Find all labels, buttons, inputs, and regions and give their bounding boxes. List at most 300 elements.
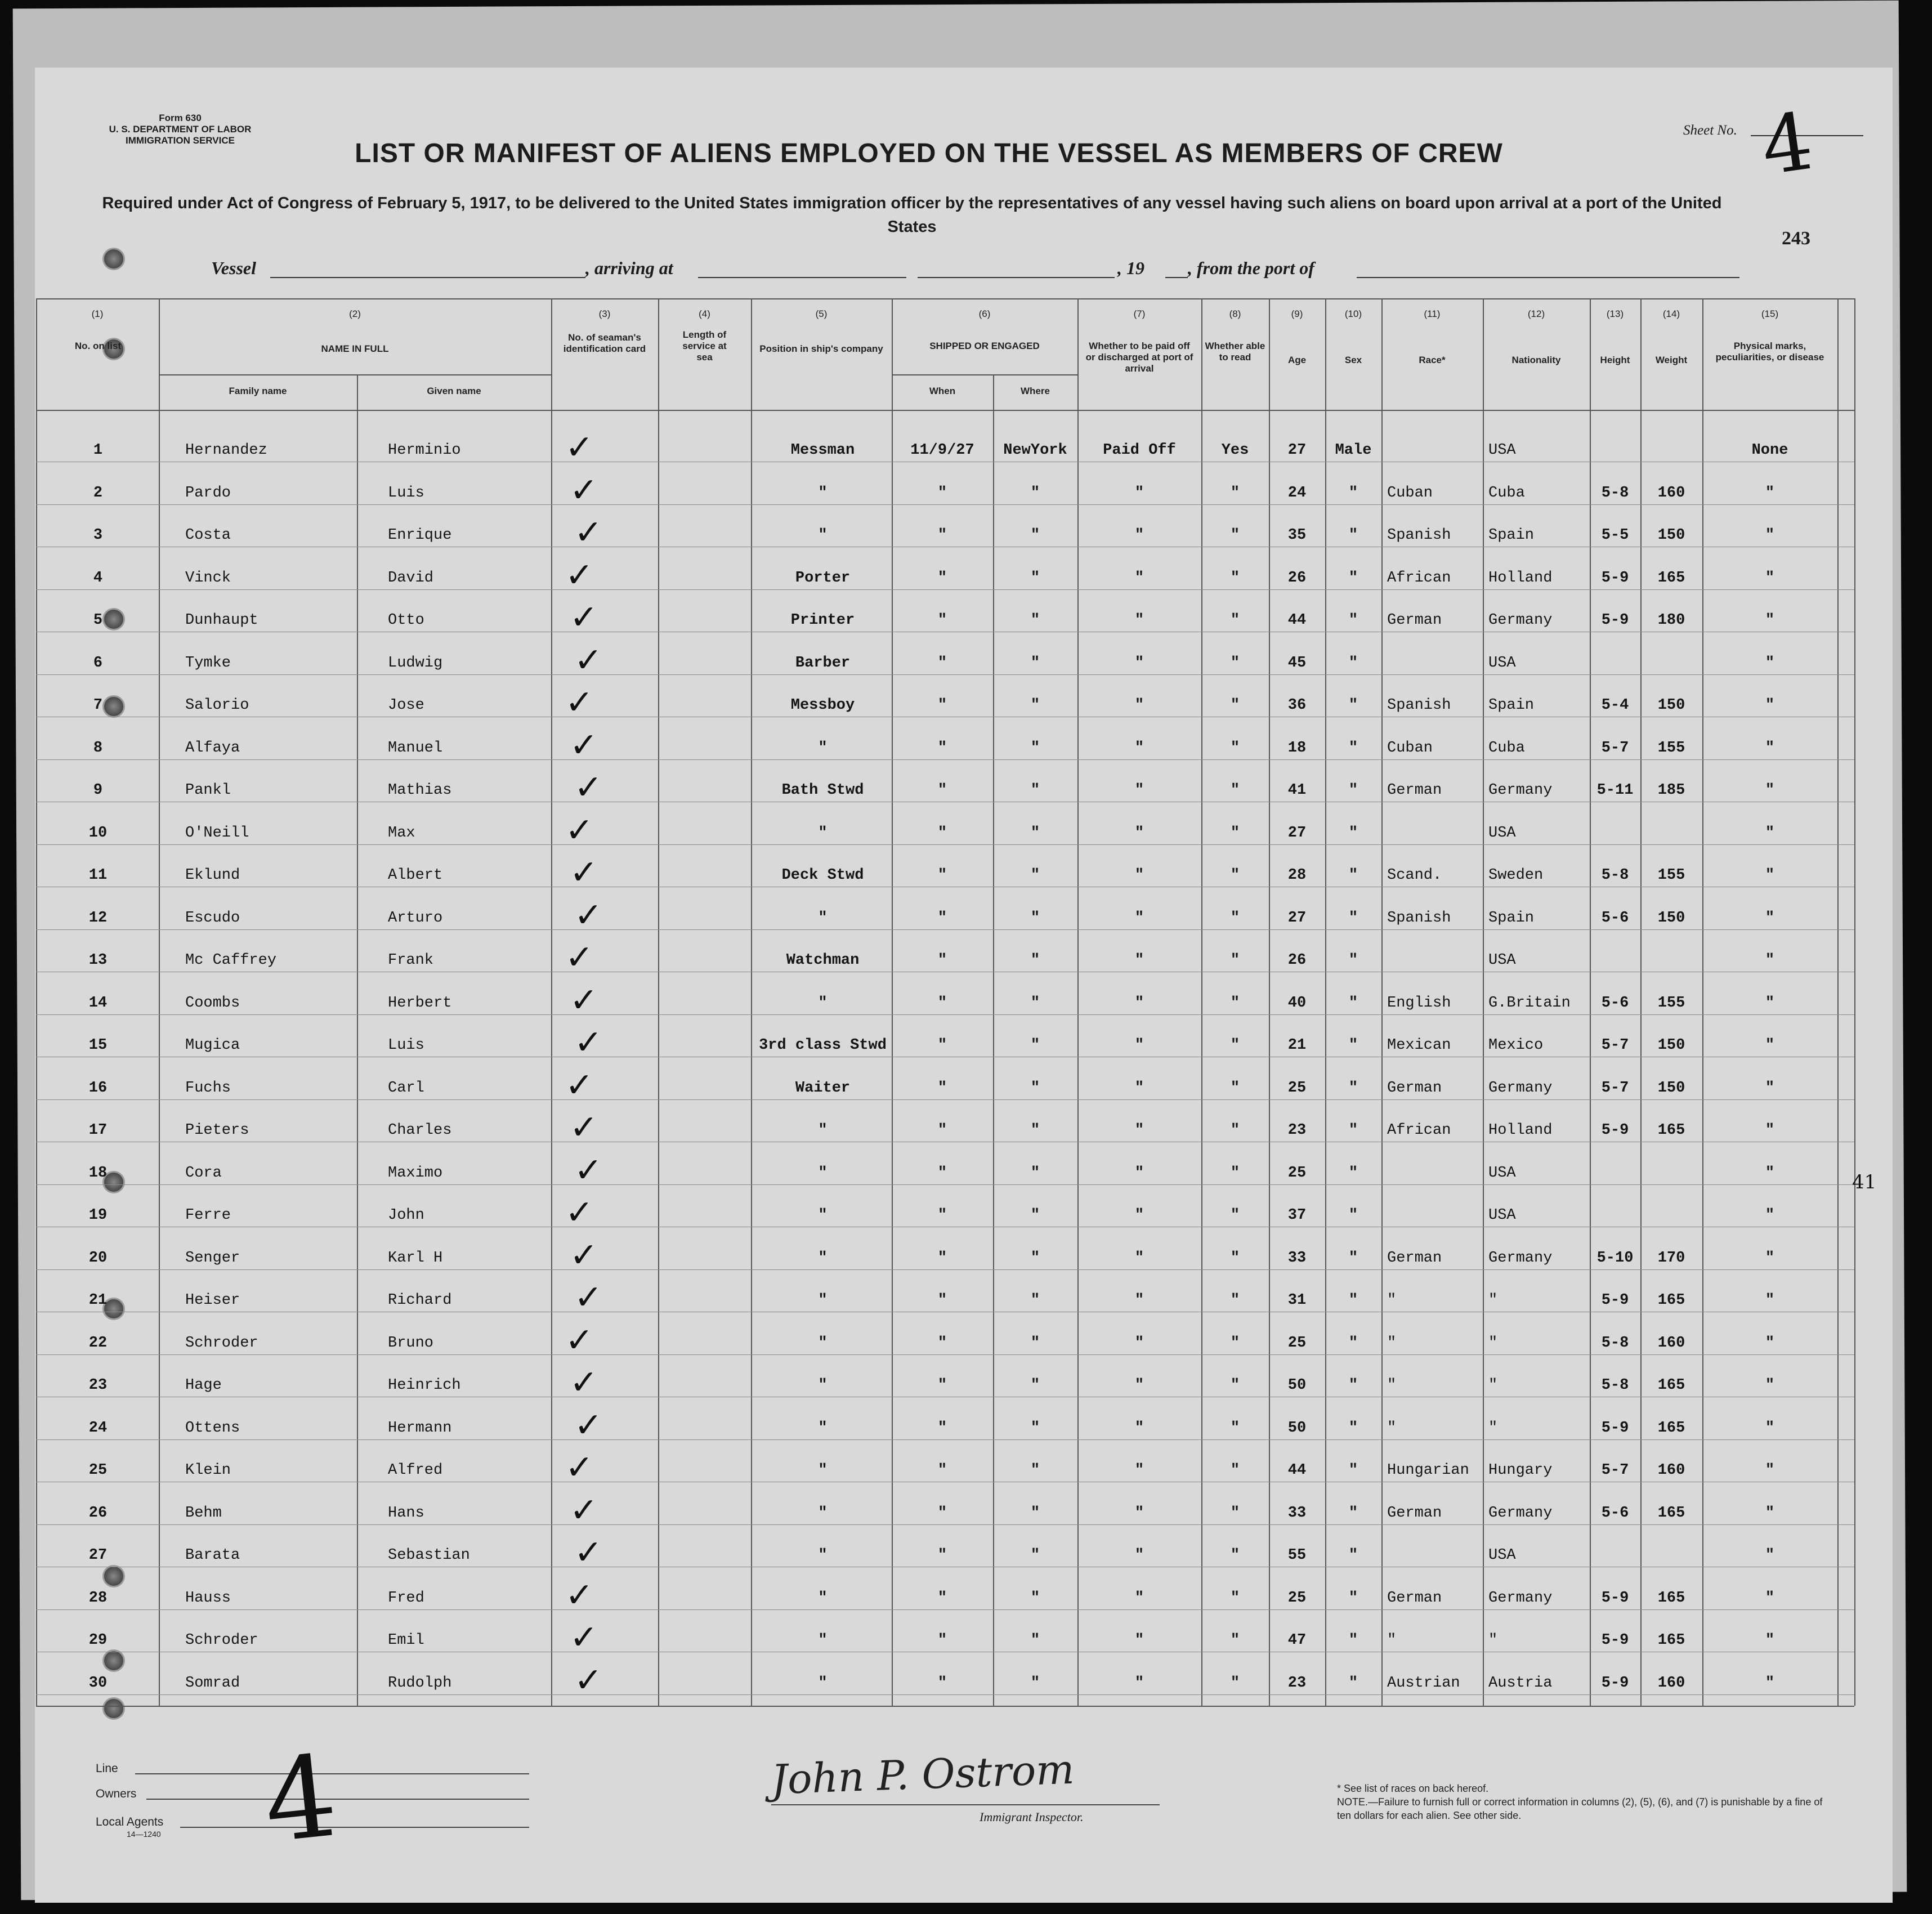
cell-weight [1640, 949, 1702, 972]
cell-where: " [1030, 867, 1040, 884]
cell-weight: 150 [1657, 697, 1685, 714]
table-rule [357, 374, 358, 1706]
cell-race: " [1387, 1292, 1397, 1309]
cell-paid-off: " [1134, 527, 1144, 544]
cell-height: 5-9 [1601, 1122, 1629, 1139]
cell-sex: " [1348, 1249, 1358, 1267]
cell-physical-marks: " [1765, 1419, 1775, 1437]
local-agents-field [180, 1827, 529, 1828]
cell-family-name: Fuchs [185, 1079, 231, 1097]
cell-age: 44 [1287, 612, 1307, 629]
cell-when: " [937, 654, 947, 672]
cell-where: " [1030, 1632, 1040, 1649]
cell-family-name: O'Neill [185, 824, 249, 842]
cell-sex: " [1348, 824, 1358, 842]
cell-read: " [1230, 1334, 1240, 1352]
cell-weight: 150 [1657, 1079, 1685, 1097]
cell-no: 7 [93, 697, 103, 714]
cell-given-name: Albert [388, 867, 443, 884]
cell-read: " [1230, 1547, 1240, 1564]
cell-sex: " [1348, 952, 1358, 969]
table-rule [551, 298, 552, 1706]
cell-sex: " [1348, 1462, 1358, 1479]
cell-when: " [937, 697, 947, 714]
cell-age: 41 [1287, 782, 1307, 799]
cell-age: 40 [1287, 994, 1307, 1012]
cell-family-name: Alfaya [185, 739, 240, 757]
checkmark-icon: ✓ [570, 1618, 598, 1657]
cell-weight: 160 [1657, 1462, 1685, 1479]
cell-when: " [937, 1122, 947, 1139]
cell-where: " [1030, 1419, 1040, 1437]
cell-when: " [937, 1547, 947, 1564]
cell-sex: " [1348, 1589, 1358, 1607]
cell-age: 21 [1287, 1037, 1307, 1054]
cell-physical-marks: " [1765, 909, 1775, 927]
col-num: (15) [1761, 308, 1779, 319]
cell-weight: 185 [1657, 782, 1685, 799]
cell-no: 21 [88, 1292, 108, 1309]
cell-nationality: Germany [1488, 1589, 1553, 1607]
cell-read: " [1230, 697, 1240, 714]
checkmark-icon: ✓ [570, 980, 598, 1020]
checkmark-icon: ✓ [570, 1235, 598, 1275]
cell-family-name: Cora [185, 1164, 222, 1182]
cell-paid-off: " [1134, 1547, 1144, 1564]
cell-where: " [1030, 1377, 1040, 1394]
cell-nationality: USA [1488, 1164, 1516, 1182]
col-num: (10) [1344, 308, 1362, 319]
cell-no: 18 [88, 1164, 108, 1182]
cell-read: " [1230, 1632, 1240, 1649]
cell-position: " [818, 1292, 828, 1309]
col-num: (4) [699, 308, 710, 319]
col-num: (1) [91, 308, 104, 319]
cell-race [1387, 1204, 1483, 1227]
cell-when: " [937, 1249, 947, 1267]
cell-paid-off: " [1134, 1079, 1144, 1097]
cell-height: 5-9 [1601, 1632, 1629, 1649]
checkmark-icon: ✓ [574, 895, 603, 935]
cell-paid-off: " [1134, 994, 1144, 1012]
cell-physical-marks: " [1765, 1504, 1775, 1522]
cell-paid-off: " [1134, 909, 1144, 927]
cell-paid-off: " [1134, 1037, 1144, 1054]
cell-given-name: Alfred [388, 1462, 443, 1479]
cell-paid-off: " [1134, 739, 1144, 757]
cell-height [1590, 1544, 1640, 1567]
cell-weight: 165 [1657, 1632, 1685, 1649]
arriving-at-label: , arriving at [585, 258, 673, 278]
cell-where: " [1030, 909, 1040, 927]
cell-physical-marks: " [1765, 739, 1775, 757]
cell-family-name: Salorio [185, 697, 249, 714]
cell-where: NewYork [1003, 442, 1067, 459]
cell-when: " [937, 1207, 947, 1224]
row-rule [36, 1694, 1854, 1695]
cell-nationality: Holland [1488, 1122, 1553, 1139]
form-code: 14—1240 [127, 1830, 161, 1839]
col-header-sex: Sex [1344, 355, 1362, 365]
cell-family-name: Pieters [185, 1122, 249, 1139]
cell-physical-marks: " [1765, 569, 1775, 587]
cell-sex: " [1348, 697, 1358, 714]
col-header-weight: Weight [1655, 355, 1688, 365]
cell-when: " [937, 1589, 947, 1607]
cell-given-name: Bruno [388, 1334, 434, 1352]
cell-when: " [937, 909, 947, 927]
cell-when: " [937, 782, 947, 799]
cell-height: 5-7 [1601, 739, 1629, 757]
cell-nationality: USA [1488, 952, 1516, 969]
cell-height: 5-4 [1601, 697, 1629, 714]
cell-nationality: USA [1488, 442, 1516, 459]
cell-given-name: Emil [388, 1632, 424, 1649]
cell-weight: 170 [1657, 1249, 1685, 1267]
cell-sex: " [1348, 1419, 1358, 1437]
table-rule [36, 298, 37, 1706]
col-header-paid-off: Whether to be paid off or discharged at port of arrival [1085, 341, 1193, 374]
cell-position: " [818, 1164, 828, 1182]
checkmark-icon: ✓ [574, 513, 603, 552]
cell-position: Messboy [790, 697, 855, 714]
cell-physical-marks: " [1765, 1122, 1775, 1139]
cell-age: 35 [1287, 527, 1307, 544]
cell-paid-off: " [1134, 1207, 1144, 1224]
penalty-note: NOTE.—Failure to furnish full or correct information in columns (2), (5), (6), and (7) is punishable by a fine of ten dollars for each alien. See other side. [1337, 1796, 1823, 1821]
col-header-physical-marks: Physical marks, peculiarities, or disease [1715, 341, 1824, 363]
sheet-no-label: Sheet No. [1683, 123, 1737, 138]
cell-read: " [1230, 1079, 1240, 1097]
col-num: (14) [1662, 308, 1680, 319]
cell-physical-marks: " [1765, 1079, 1775, 1097]
table-rule [36, 410, 1854, 411]
cell-no: 10 [88, 824, 108, 842]
row-rule [36, 674, 1854, 675]
cell-when: " [937, 1419, 947, 1437]
cell-nationality: USA [1488, 1207, 1516, 1224]
owners-label: Owners [96, 1787, 137, 1800]
cell-given-name: Herminio [388, 442, 461, 459]
cell-paid-off: " [1134, 1292, 1144, 1309]
cell-race: " [1387, 1419, 1397, 1437]
cell-physical-marks: " [1765, 1674, 1775, 1692]
cell-weight: 160 [1657, 1674, 1685, 1692]
form-number: Form 630 [159, 113, 202, 123]
cell-where: " [1030, 1292, 1040, 1309]
inspector-signature: John P. Ostrom [770, 1745, 1075, 1804]
cell-physical-marks: " [1765, 1547, 1775, 1564]
cell-nationality: Sweden [1488, 867, 1544, 884]
cell-sex: " [1348, 1079, 1358, 1097]
cell-position: Bath Stwd [781, 782, 864, 799]
cell-sex: " [1348, 1334, 1358, 1352]
cell-position: Waiter [795, 1079, 851, 1097]
cell-sex: " [1348, 1504, 1358, 1522]
cell-height: 5-7 [1601, 1462, 1629, 1479]
col-header-race: Race* [1419, 355, 1446, 365]
checkmark-icon: ✓ [565, 683, 594, 722]
cell-position: " [818, 1334, 828, 1352]
cell-weight: 165 [1657, 569, 1685, 587]
cell-sex: " [1348, 612, 1358, 629]
cell-paid-off: " [1134, 1249, 1144, 1267]
cell-where: " [1030, 1462, 1040, 1479]
cell-sex: " [1348, 909, 1358, 927]
cell-read: " [1230, 739, 1240, 757]
cell-when: 11/9/27 [910, 442, 974, 459]
cell-given-name: Luis [388, 1037, 424, 1054]
cell-height: 5-5 [1601, 527, 1629, 544]
cell-family-name: Klein [185, 1462, 231, 1479]
cell-position: " [818, 1462, 828, 1479]
row-rule [36, 1439, 1854, 1440]
cell-weight [1640, 439, 1702, 462]
cell-given-name: Mathias [388, 782, 452, 799]
cell-given-name: Luis [388, 484, 424, 502]
cell-physical-marks: " [1765, 1334, 1775, 1352]
cell-no: 25 [88, 1462, 108, 1479]
cell-given-name: John [388, 1207, 424, 1224]
cell-given-name: Manuel [388, 739, 443, 757]
cell-race: Hungarian [1387, 1462, 1469, 1479]
cell-nationality: Germany [1488, 1079, 1553, 1097]
cell-age: 50 [1287, 1377, 1307, 1394]
cell-where: " [1030, 994, 1040, 1012]
table-rule [159, 298, 160, 1706]
cell-when: " [937, 739, 947, 757]
cell-when: " [937, 1292, 947, 1309]
row-rule [36, 1099, 1854, 1100]
table-rule [36, 1706, 1854, 1707]
cell-no: 4 [93, 569, 103, 587]
cell-height: 5-7 [1601, 1037, 1629, 1054]
table-rule [36, 298, 1854, 299]
cell-family-name: Tymke [185, 654, 231, 672]
cell-family-name: Somrad [185, 1674, 240, 1692]
cell-age: 27 [1287, 824, 1307, 842]
cell-paid-off: " [1134, 824, 1144, 842]
cell-paid-off: " [1134, 697, 1144, 714]
cell-given-name: Charles [388, 1122, 452, 1139]
cell-paid-off: " [1134, 867, 1144, 884]
col-header-when: When [929, 386, 956, 396]
checkmark-icon: ✓ [565, 1575, 594, 1615]
cell-physical-marks: " [1765, 952, 1775, 969]
cell-height: 5-6 [1601, 1504, 1629, 1522]
cell-race: African [1387, 569, 1451, 587]
cell-weight [1640, 652, 1702, 674]
cell-race [1387, 652, 1483, 674]
cell-age: 27 [1287, 442, 1307, 459]
cell-nationality: USA [1488, 654, 1516, 672]
col-header-service: Length of service at sea [682, 329, 727, 363]
cell-physical-marks: " [1765, 484, 1775, 502]
col-header-given: Given name [427, 386, 481, 396]
cell-no: 19 [88, 1207, 108, 1224]
cell-paid-off: " [1134, 952, 1144, 969]
cell-where: " [1030, 1589, 1040, 1607]
cell-given-name: Fred [388, 1589, 424, 1607]
checkmark-icon: ✓ [565, 1320, 594, 1360]
cell-read: " [1230, 1292, 1240, 1309]
cell-weight: 155 [1657, 994, 1685, 1012]
binder-hole [102, 248, 125, 270]
row-rule [36, 1609, 1854, 1610]
cell-age: 31 [1287, 1292, 1307, 1309]
col-header-position: Position in ship's company [759, 343, 883, 354]
cell-height: 5-9 [1601, 1589, 1629, 1607]
cell-height: 5-10 [1596, 1249, 1634, 1267]
cell-race: Cuban [1387, 739, 1433, 757]
cell-family-name: Senger [185, 1249, 240, 1267]
cell-physical-marks: " [1765, 612, 1775, 629]
cell-position: " [818, 527, 828, 544]
cell-physical-marks: " [1765, 1462, 1775, 1479]
cell-physical-marks: " [1765, 1632, 1775, 1649]
cell-where: " [1030, 782, 1040, 799]
cell-height: 5-6 [1601, 994, 1629, 1012]
cell-family-name: Pardo [185, 484, 231, 502]
cell-family-name: Escudo [185, 909, 240, 927]
cell-family-name: Mc Caffrey [185, 952, 277, 969]
cell-where: " [1030, 527, 1040, 544]
cell-sex: " [1348, 1377, 1358, 1394]
signature-line [771, 1804, 1160, 1805]
cell-given-name: Rudolph [388, 1674, 452, 1692]
cell-no: 27 [88, 1547, 108, 1564]
cell-weight: 160 [1657, 1334, 1685, 1352]
cell-read: " [1230, 1207, 1240, 1224]
checkmark-icon: ✓ [574, 1660, 603, 1700]
cell-paid-off: " [1134, 569, 1144, 587]
cell-position: " [818, 1589, 828, 1607]
handwritten-number: 4 [258, 1730, 343, 1869]
cell-physical-marks: " [1765, 1589, 1775, 1607]
cell-nationality: Germany [1488, 1249, 1553, 1267]
cell-weight: 165 [1657, 1292, 1685, 1309]
cell-sex: " [1348, 1292, 1358, 1309]
cell-when: " [937, 1632, 947, 1649]
cell-read: " [1230, 1164, 1240, 1182]
cell-race: Spanish [1387, 909, 1451, 927]
checkmark-icon: ✓ [565, 428, 594, 467]
cell-family-name: Mugica [185, 1037, 240, 1054]
cell-nationality: G.Britain [1488, 994, 1571, 1012]
cell-no: 2 [93, 484, 103, 502]
cell-paid-off: " [1134, 1164, 1144, 1182]
department-name: U. S. DEPARTMENT OF LABOR [109, 124, 252, 135]
cell-no: 23 [88, 1377, 108, 1394]
cell-where: " [1030, 697, 1040, 714]
cell-position: Deck Stwd [781, 867, 864, 884]
cell-where: " [1030, 824, 1040, 842]
checkmark-icon: ✓ [570, 470, 598, 510]
cell-position: " [818, 1632, 828, 1649]
cell-family-name: Coombs [185, 994, 240, 1012]
cell-race: German [1387, 612, 1442, 629]
col-header-shipped: SHIPPED OR ENGAGED [929, 341, 1040, 351]
cell-sex: " [1348, 484, 1358, 502]
cell-height [1590, 949, 1640, 972]
cell-nationality: " [1488, 1334, 1498, 1352]
cell-family-name: Costa [185, 527, 231, 544]
cell-age: 25 [1287, 1164, 1307, 1182]
cell-family-name: Dunhaupt [185, 612, 258, 629]
cell-given-name: Karl H [388, 1249, 443, 1267]
cell-race: German [1387, 1504, 1442, 1522]
footnote [1337, 1782, 1827, 1822]
col-header-height: Height [1600, 355, 1630, 365]
cell-when: " [937, 527, 947, 544]
cell-where: " [1030, 612, 1040, 629]
cell-where: " [1030, 654, 1040, 672]
cell-no: 8 [93, 739, 103, 757]
cell-sex: " [1348, 994, 1358, 1012]
margin-note: 41 [1852, 1171, 1877, 1193]
cell-when: " [937, 1079, 947, 1097]
cell-no: 15 [88, 1037, 108, 1054]
cell-paid-off: " [1134, 612, 1144, 629]
col-num: (2) [349, 308, 361, 319]
cell-read: " [1230, 1462, 1240, 1479]
cell-weight [1640, 822, 1702, 844]
cell-height: 5-9 [1601, 612, 1629, 629]
cell-nationality: " [1488, 1292, 1498, 1309]
cell-physical-marks: " [1765, 824, 1775, 842]
cell-nationality: USA [1488, 1547, 1516, 1564]
cell-height [1590, 439, 1640, 462]
cell-family-name: Ottens [185, 1419, 240, 1437]
cell-nationality: Spain [1488, 909, 1535, 927]
sheet-no-value: 4 [1756, 95, 1818, 194]
cell-position: Printer [790, 612, 855, 629]
cell-race [1387, 1544, 1483, 1567]
col-num: (9) [1291, 308, 1303, 319]
cell-position: 3rd class Stwd [759, 1037, 887, 1054]
cell-read: " [1230, 952, 1240, 969]
cell-position: " [818, 1674, 828, 1692]
cell-no: 12 [88, 909, 108, 927]
row-rule [36, 759, 1854, 760]
cell-height: 5-9 [1601, 1419, 1629, 1437]
checkmark-icon: ✓ [574, 768, 603, 807]
cell-given-name: Hermann [388, 1419, 452, 1437]
cell-sex: Male [1335, 442, 1372, 459]
checkmark-icon: ✓ [570, 1363, 598, 1402]
cell-read: " [1230, 824, 1240, 842]
col-num: (7) [1133, 308, 1146, 319]
cell-race: German [1387, 1249, 1442, 1267]
cell-sex: " [1348, 527, 1358, 544]
cell-race: Cuban [1387, 484, 1433, 502]
cell-position: Barber [795, 654, 851, 672]
cell-no: 24 [88, 1419, 108, 1437]
cell-read: " [1230, 867, 1240, 884]
page-subtitle: Required under Act of Congress of February 5, 1917, to be delivered to the United States immigration officer by the representatives of any vessel having such aliens on board upon arrival at a port of the United States [102, 194, 1722, 236]
cell-where: " [1030, 1504, 1040, 1522]
cell-given-name: Herbert [388, 994, 452, 1012]
cell-read: " [1230, 1504, 1240, 1522]
cell-where: " [1030, 1207, 1040, 1224]
cell-no: 5 [93, 612, 103, 629]
cell-family-name: Behm [185, 1504, 222, 1522]
checkmark-icon: ✓ [574, 1278, 603, 1317]
cell-age: 36 [1287, 697, 1307, 714]
cell-weight: 155 [1657, 867, 1685, 884]
cell-no: 16 [88, 1079, 108, 1097]
vessel-field [270, 277, 585, 278]
